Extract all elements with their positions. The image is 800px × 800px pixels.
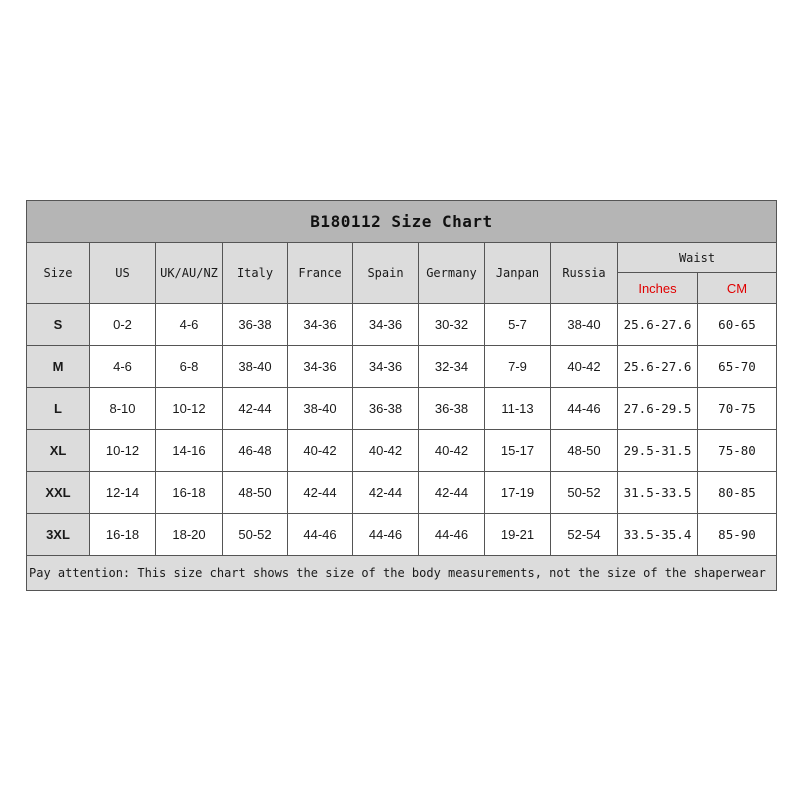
cell-cm: 70-75 [698, 388, 777, 430]
header-germany: Germany [419, 243, 485, 304]
size-chart [26, 200, 776, 591]
cell-inches: 33.5-35.4 [618, 514, 698, 556]
cell-italy: 50-52 [223, 514, 288, 556]
cell-size: XXL [27, 472, 90, 514]
header-uk-au-nz: UK/AU/NZ [156, 243, 223, 304]
cell-spain: 34-36 [353, 304, 419, 346]
cell-cm: 75-80 [698, 430, 777, 472]
header-us: US [90, 243, 156, 304]
table-row [27, 304, 777, 346]
cell-japan: 15-17 [485, 430, 551, 472]
cell-size: M [27, 346, 90, 388]
cell-france: 40-42 [288, 430, 353, 472]
cell-russia: 48-50 [551, 430, 618, 472]
chart-title: B180112 Size Chart [27, 201, 777, 243]
cell-uk: 6-8 [156, 346, 223, 388]
cell-germany: 40-42 [419, 430, 485, 472]
cell-us: 8-10 [90, 388, 156, 430]
cell-uk: 16-18 [156, 472, 223, 514]
cell-inches: 25.6-27.6 [618, 346, 698, 388]
cell-italy: 42-44 [223, 388, 288, 430]
cell-japan: 7-9 [485, 346, 551, 388]
cell-france: 44-46 [288, 514, 353, 556]
cell-russia: 52-54 [551, 514, 618, 556]
cell-uk: 14-16 [156, 430, 223, 472]
header-france: France [288, 243, 353, 304]
note-text: Pay attention: This size chart shows the size of the body measurements, not the size of the shaperwear [27, 556, 777, 591]
cell-us: 12-14 [90, 472, 156, 514]
table-row [27, 514, 777, 556]
cell-size: L [27, 388, 90, 430]
table-row [27, 388, 777, 430]
cell-inches: 25.6-27.6 [618, 304, 698, 346]
cell-russia: 40-42 [551, 346, 618, 388]
size-chart-table [26, 200, 777, 591]
cell-spain: 36-38 [353, 388, 419, 430]
cell-spain: 40-42 [353, 430, 419, 472]
cell-italy: 36-38 [223, 304, 288, 346]
cell-france: 34-36 [288, 304, 353, 346]
size-rows [27, 304, 777, 556]
table-row [27, 430, 777, 472]
cell-uk: 10-12 [156, 388, 223, 430]
cell-uk: 18-20 [156, 514, 223, 556]
table-row [27, 346, 777, 388]
header-size: Size [27, 243, 90, 304]
cell-us: 16-18 [90, 514, 156, 556]
cell-russia: 38-40 [551, 304, 618, 346]
cell-japan: 11-13 [485, 388, 551, 430]
cell-germany: 36-38 [419, 388, 485, 430]
header-waist: Waist [618, 243, 777, 273]
cell-germany: 30-32 [419, 304, 485, 346]
table-row [27, 472, 777, 514]
cell-cm: 80-85 [698, 472, 777, 514]
cell-italy: 46-48 [223, 430, 288, 472]
cell-italy: 48-50 [223, 472, 288, 514]
cell-cm: 60-65 [698, 304, 777, 346]
cell-us: 10-12 [90, 430, 156, 472]
header-inches: Inches [618, 273, 698, 304]
cell-us: 4-6 [90, 346, 156, 388]
cell-russia: 44-46 [551, 388, 618, 430]
header-russia: Russia [551, 243, 618, 304]
cell-us: 0-2 [90, 304, 156, 346]
cell-japan: 17-19 [485, 472, 551, 514]
header-japan: Janpan [485, 243, 551, 304]
cell-inches: 31.5-33.5 [618, 472, 698, 514]
cell-germany: 32-34 [419, 346, 485, 388]
cell-uk: 4-6 [156, 304, 223, 346]
cell-cm: 65-70 [698, 346, 777, 388]
cell-inches: 27.6-29.5 [618, 388, 698, 430]
cell-russia: 50-52 [551, 472, 618, 514]
cell-size: 3XL [27, 514, 90, 556]
cell-inches: 29.5-31.5 [618, 430, 698, 472]
header-cm: CM [698, 273, 777, 304]
cell-france: 34-36 [288, 346, 353, 388]
header-italy: Italy [223, 243, 288, 304]
cell-spain: 42-44 [353, 472, 419, 514]
cell-japan: 19-21 [485, 514, 551, 556]
header-spain: Spain [353, 243, 419, 304]
cell-france: 42-44 [288, 472, 353, 514]
cell-cm: 85-90 [698, 514, 777, 556]
cell-france: 38-40 [288, 388, 353, 430]
cell-size: S [27, 304, 90, 346]
cell-germany: 42-44 [419, 472, 485, 514]
cell-japan: 5-7 [485, 304, 551, 346]
cell-spain: 44-46 [353, 514, 419, 556]
cell-germany: 44-46 [419, 514, 485, 556]
cell-italy: 38-40 [223, 346, 288, 388]
cell-spain: 34-36 [353, 346, 419, 388]
cell-size: XL [27, 430, 90, 472]
